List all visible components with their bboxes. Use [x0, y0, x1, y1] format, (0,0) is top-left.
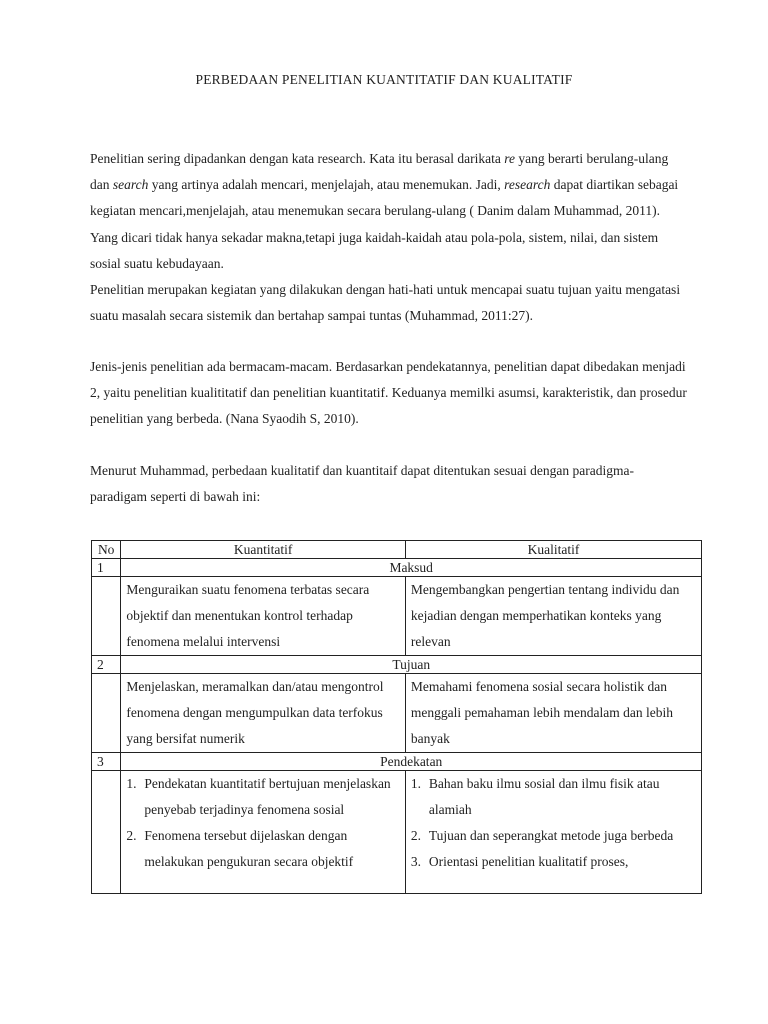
table-header-row — [92, 541, 702, 559]
list-item — [411, 771, 696, 823]
list-item — [411, 823, 696, 849]
document-title: PERBEDAAN PENELITIAN KUANTITATIF DAN KUALITATIF — [195, 72, 573, 87]
section-number: 2 — [92, 656, 121, 674]
p1-text-h: Penelitian merupakan kegiatan yang dilakukan dengan hati-hati untuk mencapai suatu tujuan yaitu mengatasi suatu masalah secara sistemik dan bertahap sampai tuntas (Muhammad, 2011:27). — [90, 282, 681, 324]
numbered-list — [411, 771, 696, 875]
paragraph-types: Jenis-jenis penelitian ada bermacam-macam. Berdasarkan pendekatannya, penelitian dapat dibedakan menjadi 2, yaitu penelitian kualititatif dan penelitian kuantitatif. Keduanya memilki asumsi, karakteristik, dan prosedur penelitian yang berbeda. (Nana Syaodih S, 2010). — [90, 359, 687, 427]
p1-text-g: dapat diartikan sebagai kegiatan mencari,menjelajah, atau menemukan secara berulang-ulang ( Danim dalam Muhammad, 2011). Yang dicari tidak hanya sekadar makna,tetapi juga kaidah-kaidah atau pola-pola, sistem, nilai, dan sistem sosial suatu kebudayaan. — [90, 177, 679, 271]
list-number: 1. — [410, 776, 422, 791]
section-number: 1 — [92, 559, 121, 577]
p1-italic-search: search — [112, 177, 149, 193]
header-kualitatif: Kualitatif — [405, 541, 701, 559]
section-row-pendekatan — [92, 753, 702, 771]
list-item-text: Bahan baku ilmu sosial dan ilmu fisik atau alamiah — [428, 776, 660, 817]
paragraph-intro-table: Menurut Muhammad, perbedaan kualitatif dan kuantitaif dapat ditentukan sesuai dengan paradigma-paradigam seperti di bawah ini: — [90, 463, 634, 505]
cell-kuantitatif — [121, 771, 406, 894]
header-no: No — [92, 541, 121, 559]
empty-cell — [92, 674, 121, 753]
empty-cell — [92, 577, 121, 656]
list-item-text: Pendekatan kuantitatif bertujuan menjelaskan penyebab terjadinya fenomena sosial — [144, 776, 391, 817]
section-number: 3 — [92, 753, 121, 771]
cell-kualitatif: Mengembangkan pengertian tentang individu dan kejadian dengan memperhatikan konteks yang relevan — [405, 577, 701, 656]
section-label: Tujuan — [121, 656, 702, 674]
list-item — [411, 849, 696, 875]
list-number: 2. — [410, 828, 422, 843]
list-item-text: Fenomena tersebut dijelaskan dengan melakukan pengukuran secara objektif — [144, 828, 354, 869]
list-item-text: Orientasi penelitian kualitatif proses, — [428, 854, 629, 869]
cell-kualitatif: Memahami fenomena sosial secara holistik dan menggali pemahaman lebih mendalam dan lebih banyak — [405, 674, 701, 753]
list-item — [126, 771, 400, 823]
list-number: 1. — [126, 776, 137, 791]
comparison-table — [91, 540, 702, 894]
table-row — [92, 577, 702, 656]
section-label: Maksud — [121, 559, 702, 577]
section-row-tujuan — [92, 656, 702, 674]
cell-kualitatif — [405, 771, 701, 894]
p1-text-c: yang berarti berulang-ulang dan — [90, 151, 669, 193]
paragraph-definition — [90, 146, 690, 329]
table-row — [92, 674, 702, 753]
list-item-text: Tujuan dan seperangkat metode juga berbeda — [428, 828, 674, 843]
cell-kuantitatif: Menguraikan suatu fenomena terbatas secara objektif dan menentukan kontrol terhadap fenomena melalui intervensi — [121, 577, 406, 656]
list-number: 2. — [126, 828, 137, 843]
table-row — [92, 771, 702, 894]
p1-italic-research: research — [504, 177, 551, 193]
numbered-list — [126, 771, 400, 875]
list-number: 3. — [410, 854, 422, 869]
section-row-maksud — [92, 559, 702, 577]
p1-text-e: yang artinya adalah mencari, menjelajah, atau menemukan. Jadi, — [148, 177, 505, 193]
header-kuantitatif: Kuantitatif — [121, 541, 406, 559]
empty-cell — [92, 771, 121, 894]
cell-kuantitatif: Menjelaskan, meramalkan dan/atau mengontrol fenomena dengan mengumpulkan data terfokus yang bersifat numerik — [121, 674, 406, 753]
p1-italic-re: re — [504, 151, 515, 166]
section-label: Pendekatan — [121, 753, 702, 771]
list-item — [126, 823, 400, 875]
p1-text-a: Penelitian sering dipadankan dengan kata research. Kata itu berasal darikata — [90, 151, 505, 166]
